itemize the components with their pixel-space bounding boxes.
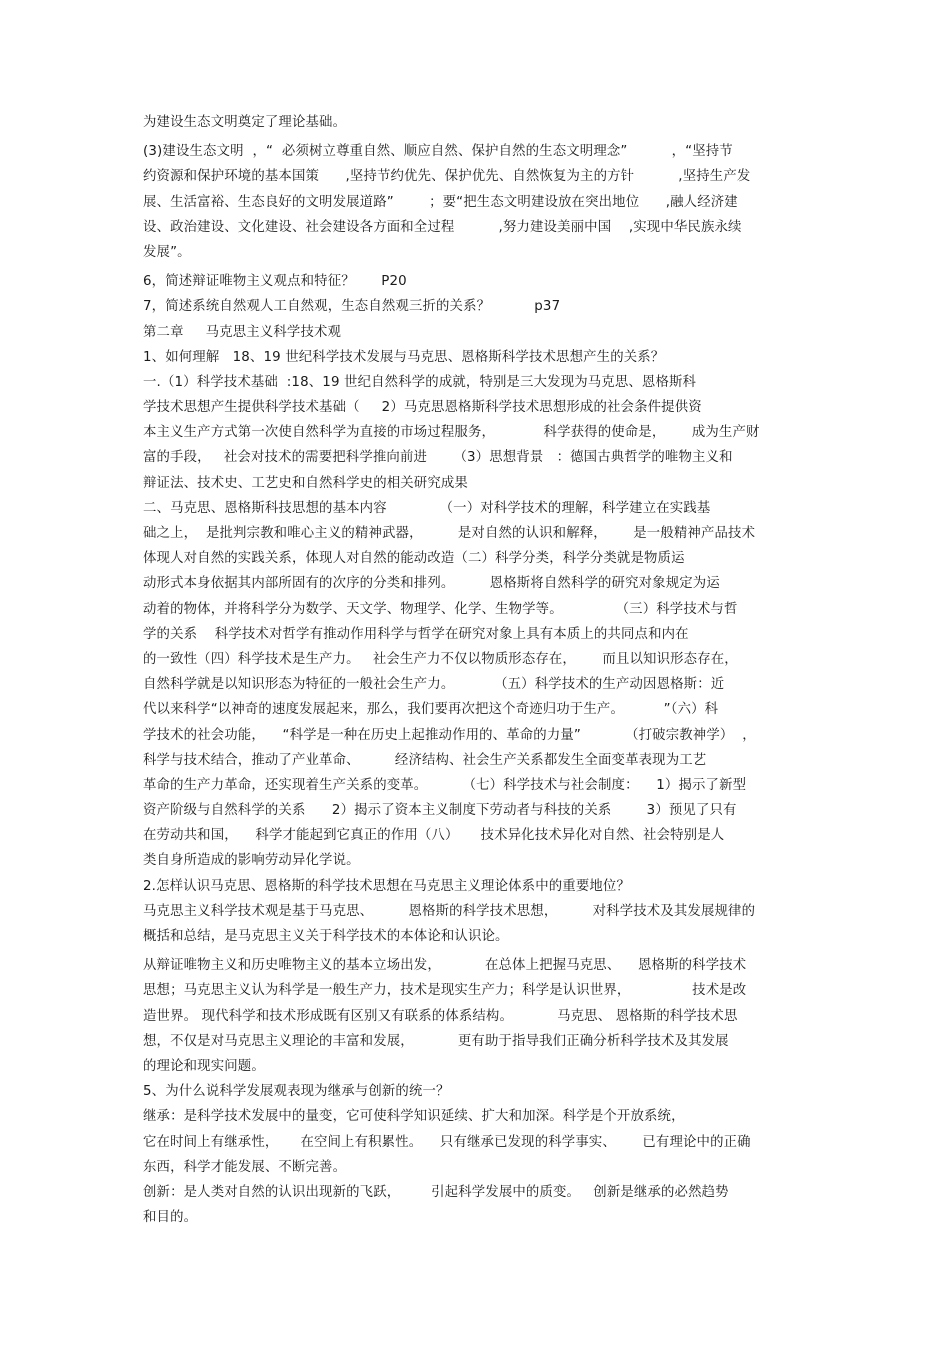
text-line: 继承：是科学技术发展中的量变，它可使科学知识延续、扩大和加深。科学是个开放系统， [143,1109,685,1125]
text-line: 展、生活富裕、生态良好的文明发展道路” ；要“把生态文明建设放在突出地位 ,融人经济建 [143,194,738,210]
text-line: 二、马克思、恩格斯科技思想的基本内容 （一）对科学技术的理解，科学建立在实践基 [143,500,711,516]
text-line: 资产阶级与自然科学的关系 2）揭示了资本主义制度下劳动者与科技的关系 3）预见了只有 [143,803,737,819]
text-line: 发展”。 [143,244,191,260]
text-line: 和目的。 [143,1210,198,1226]
text-line: 辩证法、技术史、工艺史和自然科学史的相关研究成果 [143,475,468,491]
text-line: 在劳动共和国， 科学才能起到它真正的作用（八） 技术异化技术异化对自然、社会特别是人 [143,828,725,844]
text-line: 1、如何理解 18、19 世纪科学技术发展与马克思、恩格斯科学技术思想产生的关系？ [143,349,665,365]
text-line: 础之上， 是批判宗教和唯心主义的精神武器， 是对自然的认识和解释， 是一般精神产品技术 [143,526,756,541]
text-line: 第二章 马克思主义科学技术观 [143,324,342,340]
text-line: 2.怎样认识马克思、恩格斯的科学技术思想在马克思主义理论体系中的重要地位？ [143,878,630,894]
text-line: 造世界。 现代科学和技术形成既有区别又有联系的体系结构。 马克思、 恩格斯的科学技术思 [143,1008,738,1024]
text-line: 动形式本身依据其内部所固有的次序的分类和排列。 恩格斯将自然科学的研究对象规定为运 [143,576,720,592]
text-line: 6，简述辩证唯物主义观点和特征？ P20 [143,274,407,290]
text-line: 从辩证唯物主义和历史唯物主义的基本立场出发， 在总体上把握马克思、 恩格斯的科学技术 [143,958,747,974]
text-line: 思想；马克思主义认为科学是一般生产力，技术是现实生产力；科学是认识世界， 技术是改 [143,983,747,999]
text-line: 创新：是人类对自然的认识出现新的飞跃， 引起科学发展中的质变。 创新是继承的必然趋势 [143,1184,729,1200]
text-line: 约资源和保护环境的基本国策 ,坚持节约优先、保护优先、自然恢复为主的方针 ,坚持生产发 [143,169,751,185]
text-line: 5、为什么说科学发展观表现为继承与创新的统一？ [143,1084,450,1100]
text-line: (3)建设生态文明 ，“ 必须树立尊重自然、顺应自然、保护自然的生态文明理念” ，“坚持节 [143,144,733,160]
text-line: 的一致性（四）科学技术是生产力。 社会生产力不仅以物质形态存在， 而且以知识形态存在， [143,651,738,667]
text-line: 代以来科学“以神奇的速度发展起来，那么，我们要再次把这个奇迹归功于生产。 ”（六）科 [143,702,719,718]
text-line: 7，简述系统自然观人工自然观，生态自然观三折的关系？ p37 [143,299,561,315]
text-line: 它在时间上有继承性， 在空间上有积累性。 只有继承已发现的科学事实、 已有理论中的正确 [143,1134,751,1150]
text-line: 概括和总结，是马克思主义关于科学技术的本体论和认识论。 [143,929,509,944]
text-line: 体现人对自然的实践关系，体现人对自然的能动改造（二）科学分类，科学分类就是物质运 [143,551,685,567]
text-line: 一.（1）科学技术基础 :18、19 世纪自然科学的成就，特别是三大发现为马克思、恩格斯科 [143,374,697,390]
text-line: 想，不仅是对马克思主义理论的丰富和发展， 更有助于指导我们正确分析科学技术及其发展 [143,1033,729,1049]
text-line: 动着的物体，并将科学分为数学、天文学、物理学、化学、生物学等。 （三）科学技术与哲 [143,601,738,617]
document-body [143,110,808,1230]
text-line: 马克思主义科学技术观是基于马克思、 恩格斯的科学技术思想， 对科学技术及其发展规律的 [143,903,756,919]
text-line: 学技术的社会功能， “科学是一种在历史上起推动作用的、革命的力量” （打破宗教神学） ， [143,727,756,743]
text-line: 设、政治建设、文化建设、社会建设各方面和全过程 ,努力建设美丽中国 ,实现中华民族永续 [143,219,742,235]
text-line: 本主义生产方式第一次使自然科学为直接的市场过程服务， 科学获得的使命是， 成为生产财 [143,425,760,441]
text-line: 自然科学就是以知识形态为特征的一般社会生产力。 （五）科学技术的生产动因恩格斯：近 [143,677,725,693]
text-line: 富的手段， 社会对技术的需要把科学推向前进 （3）思想背景 ：德国古典哲学的唯物主义和 [143,450,733,466]
text-line: 科学与技术结合，推动了产业革命、 经济结构、社会生产关系都发生全面变革表现为工艺 [143,752,707,768]
text-line: 学的关系 科学技术对哲学有推动作用科学与哲学在研究对象上具有本质上的共同点和内在 [143,626,689,642]
text-line: 为建设生态文明奠定了理论基础。 [143,115,347,130]
text-line: 革命的生产力革命，还实现着生产关系的变革。 （七）科学技术与社会制度： 1）揭示了新型 [143,777,747,793]
text-line: 东西，科学才能发展、不断完善。 [143,1159,347,1175]
text-line: 的理论和现实问题。 [143,1058,265,1074]
text-line: 学技术思想产生提供科学技术基础（ 2）马克思恩格斯科学技术思想形成的社会条件提供资 [143,400,702,416]
text-line: 类自身所造成的影响劳动异化学说。 [143,853,360,869]
